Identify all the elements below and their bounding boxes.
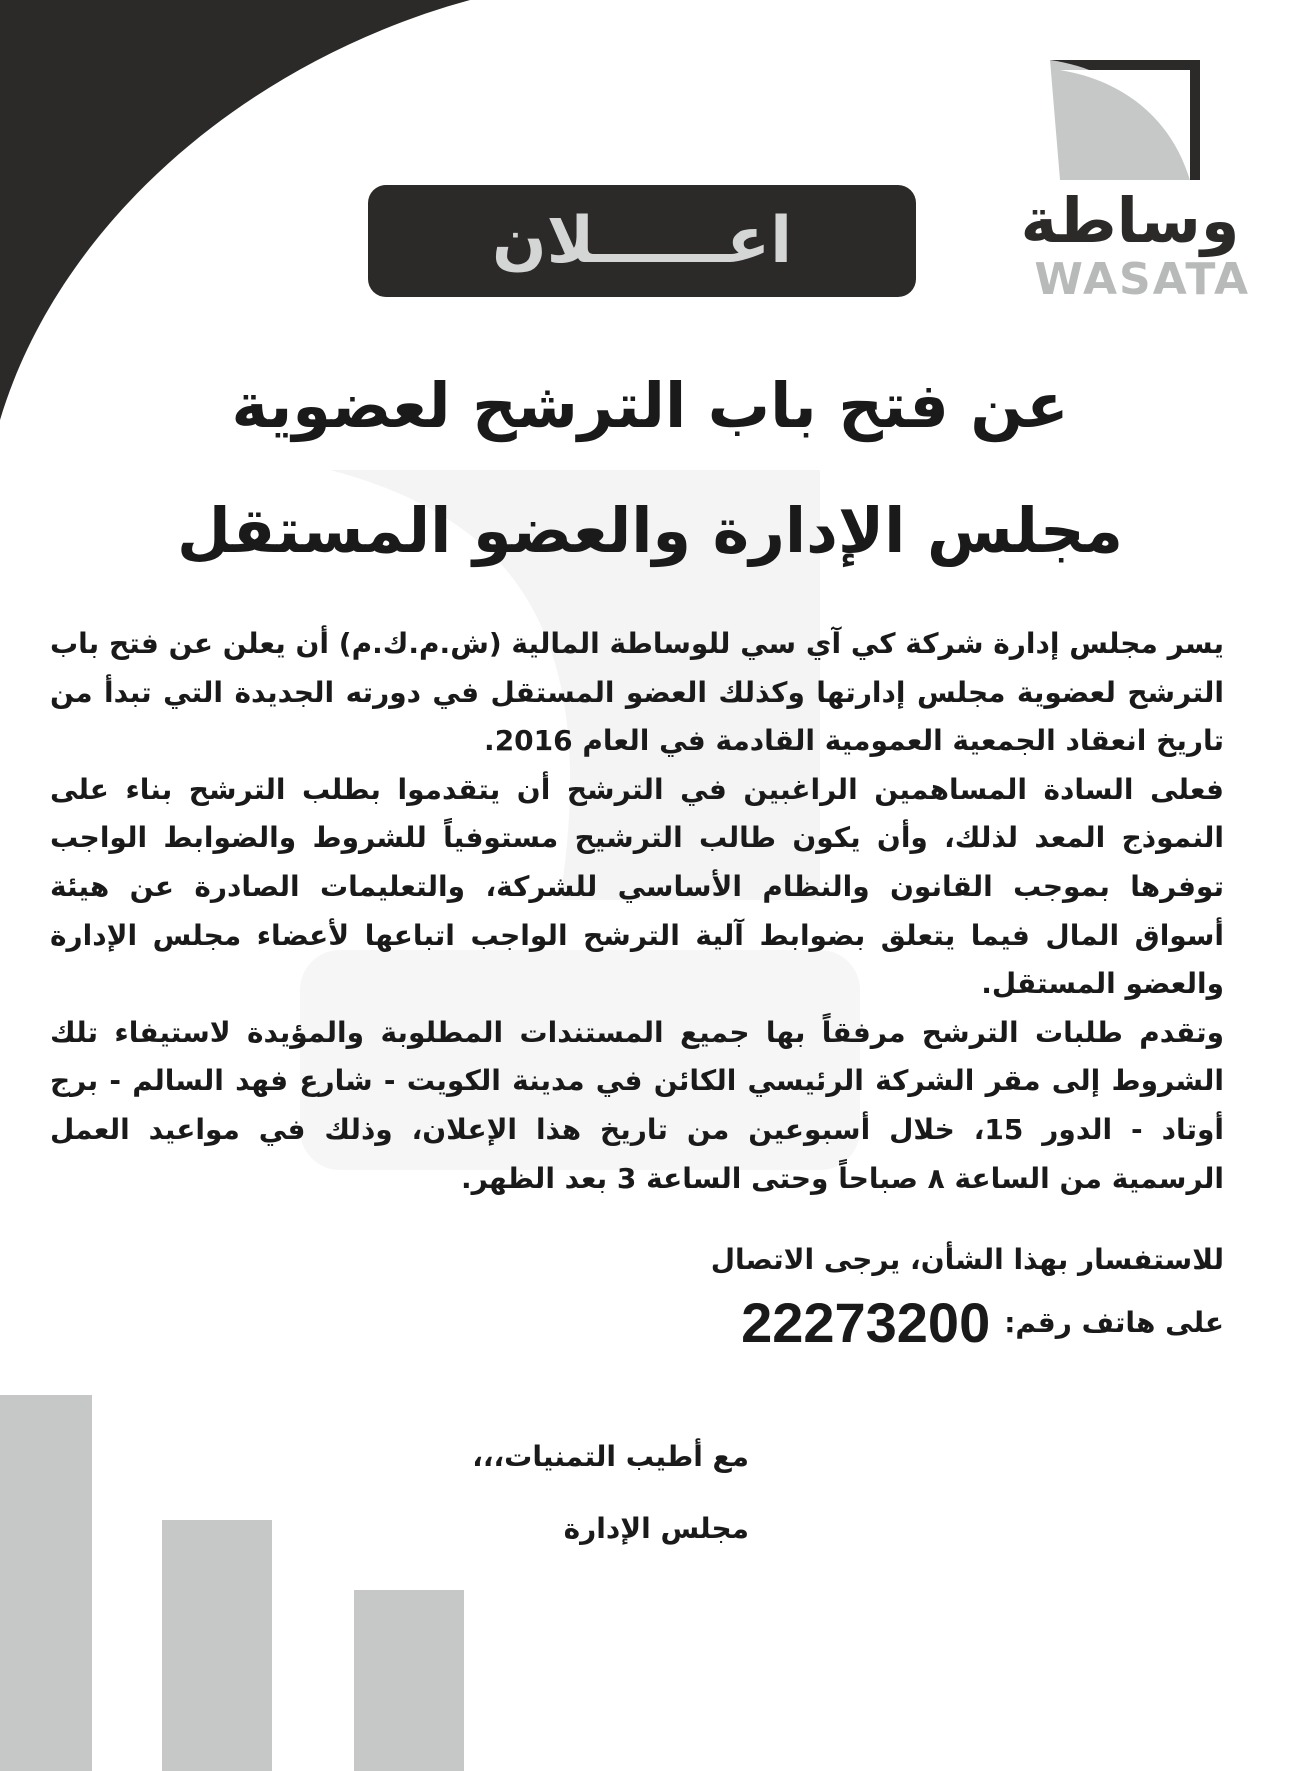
decorative-bar-2 xyxy=(162,1520,272,1771)
decorative-bar-3 xyxy=(354,1590,464,1771)
company-logo xyxy=(1010,60,1250,310)
headline-line-1: عن فتح باب الترشح لعضوية xyxy=(231,369,1069,442)
body-paragraph-2: فعلى السادة المساهمين الراغبين في الترشح أن يتقدموا بطلب الترشح بناء على النموذج المعد لذلك، وأن يكون طالب الترشيح مستوفياً للشروط والضوابط الواجب توفرها بموجب القانون والنظام الأساسي للشركة، والتعليمات الصادرة عن هيئة أسواق المال فيما يتعلق بضوابط آلية الترشح الواجب اتباعها لأعضاء مجلس الإدارة والعضو المستقل. xyxy=(50,772,1224,1001)
body-paragraph-1: يسر مجلس إدارة شركة كي آي سي للوساطة المالية (ش.م.ك.م) أن يعلن عن فتح باب الترشح لعضوية مجلس إدارتها وكذلك العضو المستقل في دورته الجديدة التي تبدأ من تاريخ انعقاد الجمعية العمومية القادمة في العام 2016. xyxy=(50,627,1224,758)
logo-mark-icon xyxy=(1050,60,1200,190)
closing-regards: مع أطيب التمنيات،،، xyxy=(472,1440,749,1473)
logo-english-name: WASATA xyxy=(1034,254,1250,305)
phone-number: 22273200 xyxy=(741,1291,991,1354)
headline-line-2: مجلس الإدارة والعضو المستقل xyxy=(176,494,1124,567)
signature: مجلس الإدارة xyxy=(563,1512,749,1545)
phone-label: على هاتف رقم: xyxy=(1004,1306,1224,1339)
inquiry-text: للاستفسار بهذا الشأن، يرجى الاتصال xyxy=(710,1243,1224,1276)
body-paragraph-3: وتقدم طلبات الترشح مرفقاً بها جميع المستندات المطلوبة والمؤيدة لاستيفاء تلك الشروط إلى مقر الشركة الرئيسي الكائن في مدينة الكويت - شارع فهد السالم - برج أوتاد - الدور 15، خلال أسبوعين من تاريخ هذا الإعلان، وذلك في مواعيد العمل الرسمية من الساعة ٨ صباحاً وحتى الساعة 3 بعد الظهر. xyxy=(50,1015,1224,1195)
announcement-label: اعــــــلان xyxy=(491,204,793,278)
phone-row xyxy=(741,1290,1224,1355)
logo-arabic-name: وساطة xyxy=(1020,184,1240,257)
announcement-body xyxy=(50,620,1224,1203)
decorative-bar-1 xyxy=(0,1395,92,1771)
announcement-badge xyxy=(368,185,916,297)
